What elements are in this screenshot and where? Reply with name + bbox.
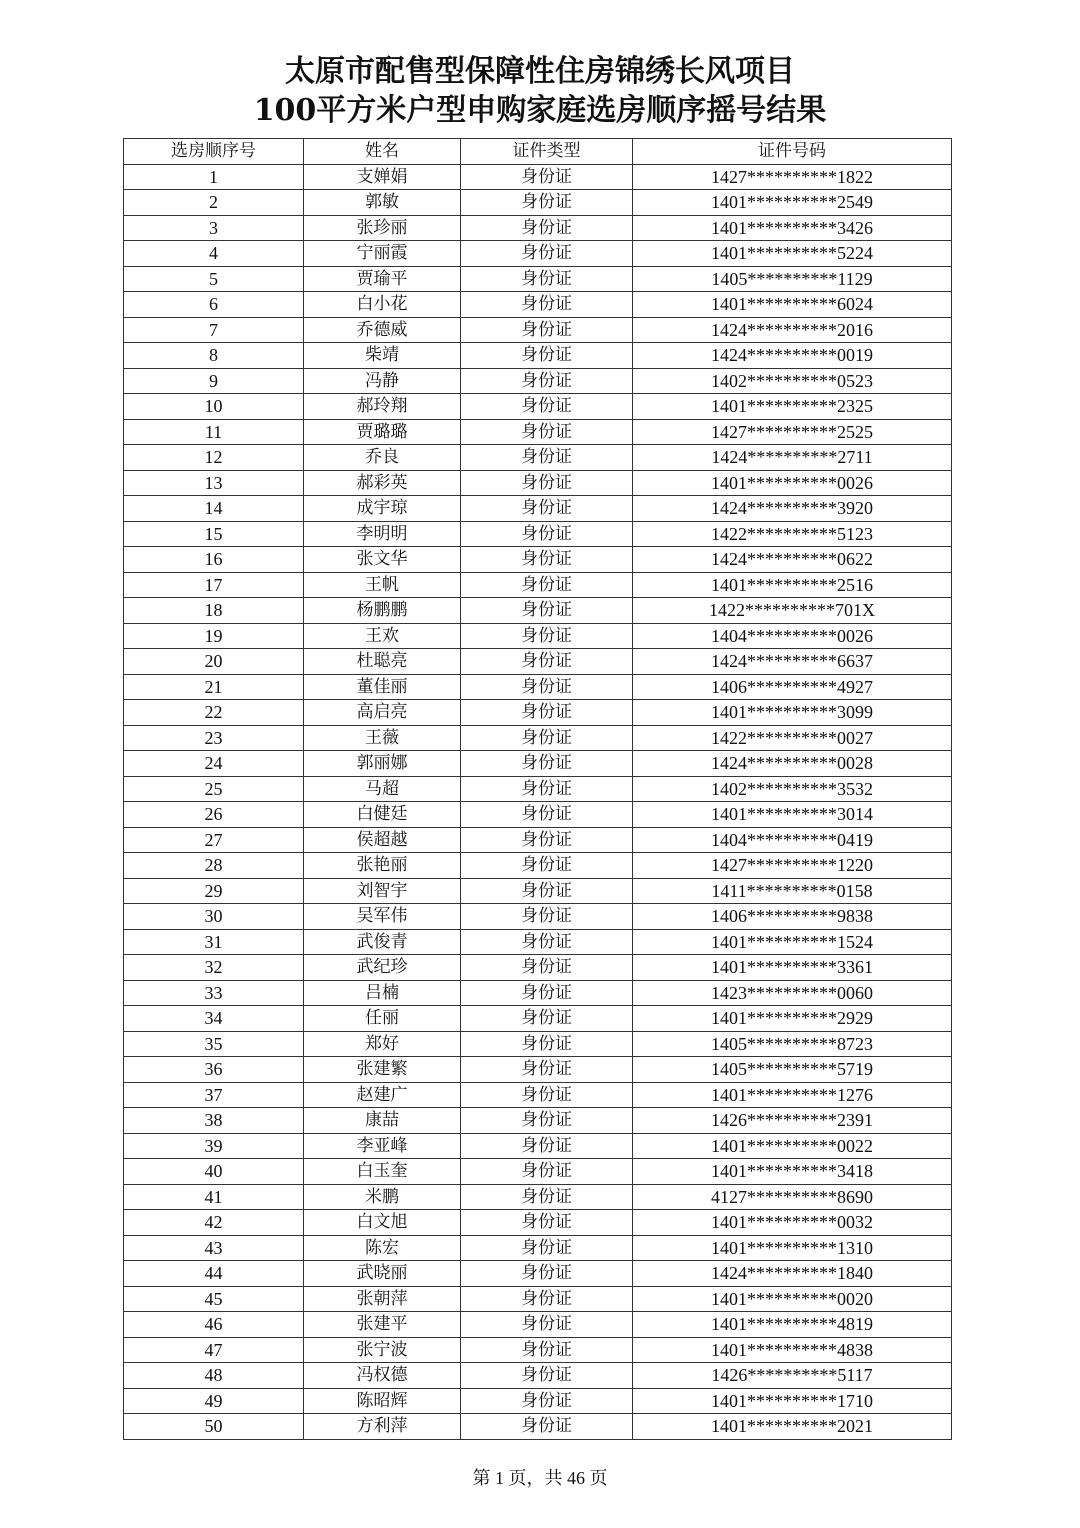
- id-type-cell: 身份证: [461, 1414, 633, 1440]
- id-type-cell: 身份证: [461, 445, 633, 471]
- id-type-cell: 身份证: [461, 853, 633, 879]
- id-number-cell: 4127**********8690: [633, 1184, 952, 1210]
- table-row: [124, 419, 952, 445]
- name-cell: 贾璐璐: [304, 419, 461, 445]
- seq-cell: 31: [124, 929, 304, 955]
- name-cell: 郝玲翔: [304, 394, 461, 420]
- seq-cell: 1: [124, 164, 304, 190]
- id-number-cell: 1405**********8723: [633, 1031, 952, 1057]
- id-type-cell: 身份证: [461, 1082, 633, 1108]
- name-cell: 白玉奎: [304, 1159, 461, 1185]
- id-type-cell: 身份证: [461, 674, 633, 700]
- name-cell: 侯超越: [304, 827, 461, 853]
- table-row: [124, 1210, 952, 1236]
- name-cell: 柴靖: [304, 343, 461, 369]
- id-type-cell: 身份证: [461, 266, 633, 292]
- name-cell: 乔良: [304, 445, 461, 471]
- id-number-cell: 1422**********701X: [633, 598, 952, 624]
- table-row: [124, 980, 952, 1006]
- seq-cell: 41: [124, 1184, 304, 1210]
- seq-cell: 48: [124, 1363, 304, 1389]
- name-cell: 陈昭辉: [304, 1388, 461, 1414]
- name-cell: 刘智宇: [304, 878, 461, 904]
- table-row: [124, 751, 952, 777]
- name-cell: 冯权德: [304, 1363, 461, 1389]
- table-header-row: [124, 139, 952, 165]
- table-row: [124, 1414, 952, 1440]
- id-number-cell: 1404**********0026: [633, 623, 952, 649]
- seq-cell: 3: [124, 215, 304, 241]
- id-number-cell: 1401**********3099: [633, 700, 952, 726]
- name-cell: 乔德威: [304, 317, 461, 343]
- table-row: [124, 1108, 952, 1134]
- name-cell: 白文旭: [304, 1210, 461, 1236]
- seq-cell: 10: [124, 394, 304, 420]
- id-number-cell: 1401**********3426: [633, 215, 952, 241]
- name-cell: 高启亮: [304, 700, 461, 726]
- seq-cell: 22: [124, 700, 304, 726]
- id-number-cell: 1401**********3418: [633, 1159, 952, 1185]
- table-row: [124, 1363, 952, 1389]
- name-cell: 张建繁: [304, 1057, 461, 1083]
- id-type-cell: 身份证: [461, 368, 633, 394]
- id-number-cell: 1402**********0523: [633, 368, 952, 394]
- id-type-cell: 身份证: [461, 343, 633, 369]
- table-row: [124, 572, 952, 598]
- id-number-cell: 1401**********0020: [633, 1286, 952, 1312]
- id-number-cell: 1401**********4819: [633, 1312, 952, 1338]
- id-type-cell: 身份证: [461, 215, 633, 241]
- id-number-cell: 1424**********0028: [633, 751, 952, 777]
- id-number-cell: 1405**********5719: [633, 1057, 952, 1083]
- id-type-cell: 身份证: [461, 802, 633, 828]
- id-number-cell: 1423**********0060: [633, 980, 952, 1006]
- id-number-cell: 1401**********2021: [633, 1414, 952, 1440]
- seq-cell: 30: [124, 904, 304, 930]
- name-cell: 张宁波: [304, 1337, 461, 1363]
- table-row: [124, 955, 952, 981]
- table-row: [124, 164, 952, 190]
- name-cell: 杨鹏鹏: [304, 598, 461, 624]
- seq-cell: 32: [124, 955, 304, 981]
- id-number-cell: 1426**********5117: [633, 1363, 952, 1389]
- seq-cell: 13: [124, 470, 304, 496]
- table-row: [124, 1261, 952, 1287]
- name-cell: 杜聪亮: [304, 649, 461, 675]
- id-number-cell: 1427**********2525: [633, 419, 952, 445]
- id-number-cell: 1424**********3920: [633, 496, 952, 522]
- id-type-cell: 身份证: [461, 1108, 633, 1134]
- table-body: [124, 164, 952, 1439]
- id-type-cell: 身份证: [461, 1031, 633, 1057]
- header-name: 姓名: [304, 139, 461, 165]
- name-cell: 王欢: [304, 623, 461, 649]
- table-row: [124, 1388, 952, 1414]
- id-type-cell: 身份证: [461, 1235, 633, 1261]
- seq-cell: 9: [124, 368, 304, 394]
- seq-cell: 16: [124, 547, 304, 573]
- seq-cell: 27: [124, 827, 304, 853]
- id-type-cell: 身份证: [461, 1388, 633, 1414]
- table-row: [124, 343, 952, 369]
- id-number-cell: 1401**********3361: [633, 955, 952, 981]
- id-number-cell: 1406**********9838: [633, 904, 952, 930]
- id-type-cell: 身份证: [461, 700, 633, 726]
- name-cell: 吕楠: [304, 980, 461, 1006]
- table-row: [124, 215, 952, 241]
- table-row: [124, 649, 952, 675]
- seq-cell: 14: [124, 496, 304, 522]
- id-type-cell: 身份证: [461, 1261, 633, 1287]
- table-row: [124, 394, 952, 420]
- name-cell: 方利萍: [304, 1414, 461, 1440]
- seq-cell: 38: [124, 1108, 304, 1134]
- id-number-cell: 1424**********2016: [633, 317, 952, 343]
- table-row: [124, 802, 952, 828]
- name-cell: 贾瑜平: [304, 266, 461, 292]
- id-type-cell: 身份证: [461, 1184, 633, 1210]
- name-cell: 张文华: [304, 547, 461, 573]
- id-type-cell: 身份证: [461, 1210, 633, 1236]
- id-number-cell: 1401**********2549: [633, 190, 952, 216]
- table-row: [124, 241, 952, 267]
- header-seq: 选房顺序号: [124, 139, 304, 165]
- page-footer: 第 1 页，共 46 页: [472, 1468, 608, 1488]
- id-number-cell: 1404**********0419: [633, 827, 952, 853]
- id-number-cell: 1424**********1840: [633, 1261, 952, 1287]
- table-row: [124, 853, 952, 879]
- seq-cell: 17: [124, 572, 304, 598]
- seq-cell: 28: [124, 853, 304, 879]
- id-type-cell: 身份证: [461, 623, 633, 649]
- id-type-cell: 身份证: [461, 1286, 633, 1312]
- id-type-cell: 身份证: [461, 980, 633, 1006]
- name-cell: 任丽: [304, 1006, 461, 1032]
- seq-cell: 26: [124, 802, 304, 828]
- table-row: [124, 623, 952, 649]
- table-row: [124, 878, 952, 904]
- id-type-cell: 身份证: [461, 547, 633, 573]
- table-row: [124, 521, 952, 547]
- seq-cell: 39: [124, 1133, 304, 1159]
- id-type-cell: 身份证: [461, 776, 633, 802]
- name-cell: 赵建广: [304, 1082, 461, 1108]
- id-type-cell: 身份证: [461, 1363, 633, 1389]
- id-number-cell: 1401**********0022: [633, 1133, 952, 1159]
- table-row: [124, 598, 952, 624]
- id-number-cell: 1401**********0026: [633, 470, 952, 496]
- name-cell: 郑好: [304, 1031, 461, 1057]
- id-number-cell: 1401**********0032: [633, 1210, 952, 1236]
- table-row: [124, 266, 952, 292]
- table-row: [124, 1184, 952, 1210]
- seq-cell: 46: [124, 1312, 304, 1338]
- id-number-cell: 1424**********0019: [633, 343, 952, 369]
- table-row: [124, 470, 952, 496]
- id-type-cell: 身份证: [461, 572, 633, 598]
- id-type-cell: 身份证: [461, 419, 633, 445]
- id-type-cell: 身份证: [461, 929, 633, 955]
- id-number-cell: 1401**********1276: [633, 1082, 952, 1108]
- id-type-cell: 身份证: [461, 598, 633, 624]
- seq-cell: 7: [124, 317, 304, 343]
- id-type-cell: 身份证: [461, 1337, 633, 1363]
- id-type-cell: 身份证: [461, 1006, 633, 1032]
- table-row: [124, 445, 952, 471]
- id-type-cell: 身份证: [461, 878, 633, 904]
- seq-cell: 12: [124, 445, 304, 471]
- name-cell: 马超: [304, 776, 461, 802]
- id-number-cell: 1406**********4927: [633, 674, 952, 700]
- id-number-cell: 1401**********1710: [633, 1388, 952, 1414]
- name-cell: 郭敏: [304, 190, 461, 216]
- id-number-cell: 1401**********1524: [633, 929, 952, 955]
- id-type-cell: 身份证: [461, 470, 633, 496]
- table-row: [124, 827, 952, 853]
- id-number-cell: 1401**********2325: [633, 394, 952, 420]
- seq-cell: 37: [124, 1082, 304, 1108]
- id-type-cell: 身份证: [461, 496, 633, 522]
- page-title-line-1: 太原市配售型保障性住房锦绣长风项目: [285, 54, 795, 89]
- table-row: [124, 674, 952, 700]
- table-row: [124, 317, 952, 343]
- table-row: [124, 776, 952, 802]
- id-type-cell: 身份证: [461, 955, 633, 981]
- seq-cell: 19: [124, 623, 304, 649]
- table-row: [124, 904, 952, 930]
- table-row: [124, 700, 952, 726]
- seq-cell: 15: [124, 521, 304, 547]
- table-row: [124, 1159, 952, 1185]
- id-number-cell: 1424**********6637: [633, 649, 952, 675]
- name-cell: 李明明: [304, 521, 461, 547]
- name-cell: 宁丽霞: [304, 241, 461, 267]
- name-cell: 吴军伟: [304, 904, 461, 930]
- name-cell: 成宇琼: [304, 496, 461, 522]
- id-type-cell: 身份证: [461, 164, 633, 190]
- id-type-cell: 身份证: [461, 241, 633, 267]
- id-number-cell: 1424**********2711: [633, 445, 952, 471]
- id-number-cell: 1422**********5123: [633, 521, 952, 547]
- seq-cell: 43: [124, 1235, 304, 1261]
- seq-cell: 24: [124, 751, 304, 777]
- table-row: [124, 1006, 952, 1032]
- id-number-cell: 1401**********6024: [633, 292, 952, 318]
- id-number-cell: 1401**********2929: [633, 1006, 952, 1032]
- seq-cell: 34: [124, 1006, 304, 1032]
- table-row: [124, 1312, 952, 1338]
- table-row: [124, 547, 952, 573]
- seq-cell: 23: [124, 725, 304, 751]
- table-row: [124, 292, 952, 318]
- id-number-cell: 1424**********0622: [633, 547, 952, 573]
- name-cell: 郝彩英: [304, 470, 461, 496]
- table-row: [124, 1031, 952, 1057]
- seq-cell: 21: [124, 674, 304, 700]
- name-cell: 李亚峰: [304, 1133, 461, 1159]
- id-type-cell: 身份证: [461, 190, 633, 216]
- id-number-cell: 1401**********1310: [633, 1235, 952, 1261]
- name-cell: 武晓丽: [304, 1261, 461, 1287]
- id-type-cell: 身份证: [461, 827, 633, 853]
- seq-cell: 29: [124, 878, 304, 904]
- id-number-cell: 1422**********0027: [633, 725, 952, 751]
- name-cell: 白健廷: [304, 802, 461, 828]
- id-number-cell: 1427**********1822: [633, 164, 952, 190]
- seq-cell: 18: [124, 598, 304, 624]
- seq-cell: 36: [124, 1057, 304, 1083]
- id-number-cell: 1401**********2516: [633, 572, 952, 598]
- table-row: [124, 368, 952, 394]
- page-title-line-2: 100平方米户型申购家庭选房顺序摇号结果: [253, 93, 827, 128]
- header-id-number: 证件号码: [633, 139, 952, 165]
- seq-cell: 5: [124, 266, 304, 292]
- name-cell: 王帆: [304, 572, 461, 598]
- id-number-cell: 1427**********1220: [633, 853, 952, 879]
- name-cell: 白小花: [304, 292, 461, 318]
- id-number-cell: 1401**********3014: [633, 802, 952, 828]
- seq-cell: 44: [124, 1261, 304, 1287]
- table-row: [124, 1235, 952, 1261]
- id-type-cell: 身份证: [461, 317, 633, 343]
- name-cell: 王薇: [304, 725, 461, 751]
- table-row: [124, 1082, 952, 1108]
- id-number-cell: 1405**********1129: [633, 266, 952, 292]
- name-cell: 张珍丽: [304, 215, 461, 241]
- id-type-cell: 身份证: [461, 725, 633, 751]
- id-type-cell: 身份证: [461, 1312, 633, 1338]
- name-cell: 武俊青: [304, 929, 461, 955]
- seq-cell: 42: [124, 1210, 304, 1236]
- table-row: [124, 1286, 952, 1312]
- id-number-cell: 1426**********2391: [633, 1108, 952, 1134]
- seq-cell: 47: [124, 1337, 304, 1363]
- id-type-cell: 身份证: [461, 292, 633, 318]
- seq-cell: 40: [124, 1159, 304, 1185]
- name-cell: 陈宏: [304, 1235, 461, 1261]
- id-number-cell: 1411**********0158: [633, 878, 952, 904]
- seq-cell: 50: [124, 1414, 304, 1440]
- seq-cell: 25: [124, 776, 304, 802]
- seq-cell: 49: [124, 1388, 304, 1414]
- seq-cell: 8: [124, 343, 304, 369]
- id-number-cell: 1401**********5224: [633, 241, 952, 267]
- header-id-type: 证件类型: [461, 139, 633, 165]
- name-cell: 康喆: [304, 1108, 461, 1134]
- name-cell: 董佳丽: [304, 674, 461, 700]
- id-number-cell: 1402**********3532: [633, 776, 952, 802]
- name-cell: 郭丽娜: [304, 751, 461, 777]
- name-cell: 支婵娟: [304, 164, 461, 190]
- table-row: [124, 929, 952, 955]
- seq-cell: 6: [124, 292, 304, 318]
- seq-cell: 20: [124, 649, 304, 675]
- name-cell: 张朝萍: [304, 1286, 461, 1312]
- seq-cell: 11: [124, 419, 304, 445]
- seq-cell: 2: [124, 190, 304, 216]
- name-cell: 武纪珍: [304, 955, 461, 981]
- id-type-cell: 身份证: [461, 394, 633, 420]
- id-type-cell: 身份证: [461, 1057, 633, 1083]
- seq-cell: 45: [124, 1286, 304, 1312]
- seq-cell: 35: [124, 1031, 304, 1057]
- table-row: [124, 190, 952, 216]
- seq-cell: 4: [124, 241, 304, 267]
- id-type-cell: 身份证: [461, 521, 633, 547]
- id-type-cell: 身份证: [461, 1133, 633, 1159]
- id-type-cell: 身份证: [461, 751, 633, 777]
- name-cell: 张建平: [304, 1312, 461, 1338]
- name-cell: 米鹏: [304, 1184, 461, 1210]
- id-type-cell: 身份证: [461, 649, 633, 675]
- seq-cell: 33: [124, 980, 304, 1006]
- table-row: [124, 1337, 952, 1363]
- name-cell: 张艳丽: [304, 853, 461, 879]
- table-row: [124, 496, 952, 522]
- table-row: [124, 1057, 952, 1083]
- name-cell: 冯静: [304, 368, 461, 394]
- id-type-cell: 身份证: [461, 904, 633, 930]
- table-row: [124, 1133, 952, 1159]
- lottery-result-table: [123, 138, 952, 1440]
- table-row: [124, 725, 952, 751]
- id-type-cell: 身份证: [461, 1159, 633, 1185]
- id-number-cell: 1401**********4838: [633, 1337, 952, 1363]
